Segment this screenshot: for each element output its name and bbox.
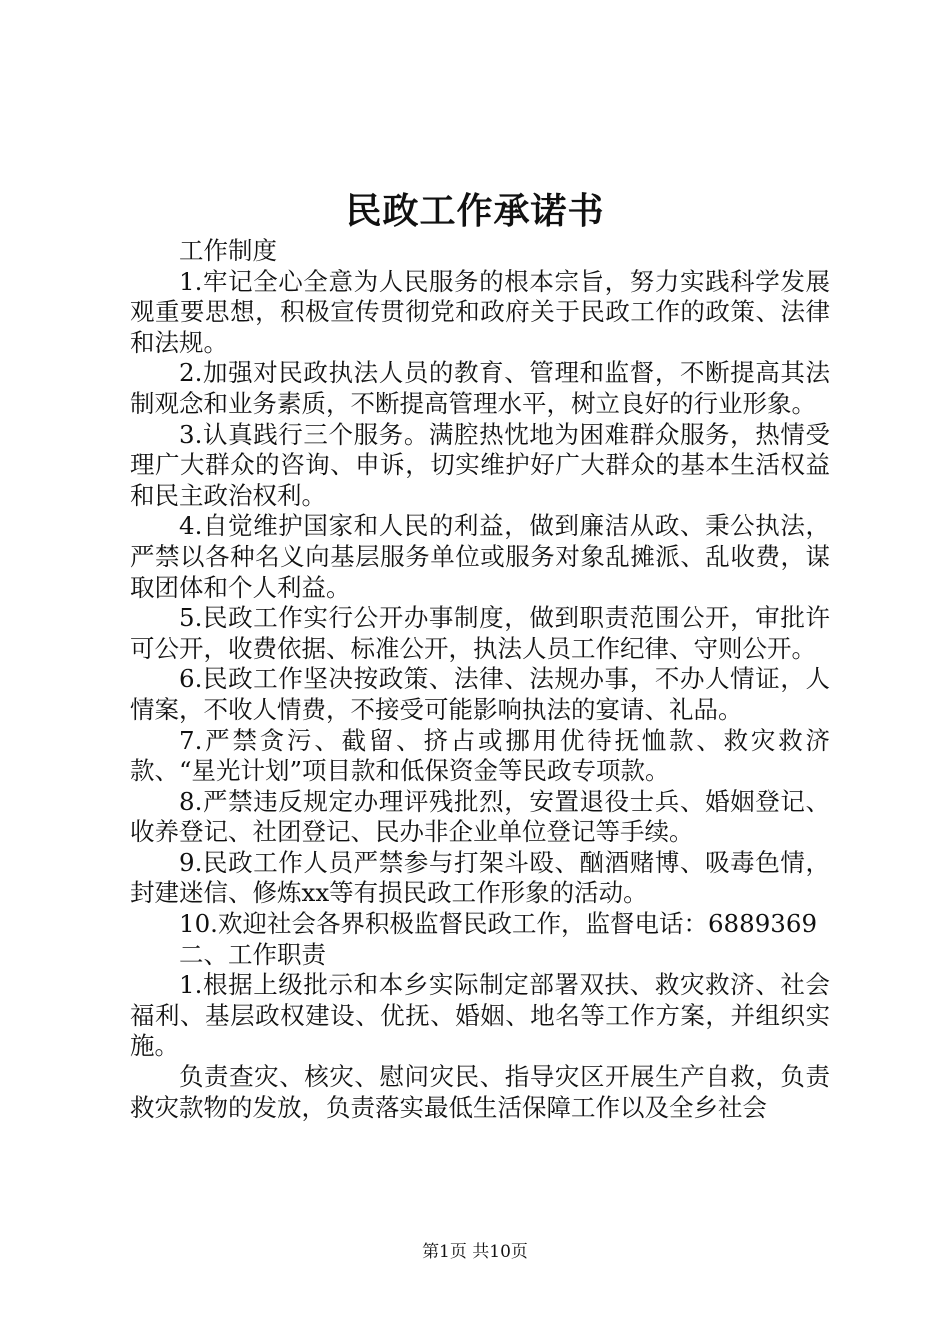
section-heading: 工作制度 — [179, 236, 277, 265]
paragraph: 1.根据上级批示和本乡实际制定部署双扶、救灾救济、社会福利、基层政权建设、优抚、婚姻、地名等工作方案，并组织实施。 — [130, 970, 830, 1061]
page-number: 第1页 共10页 — [422, 1242, 528, 1262]
paragraph: 2.加强对民政执法人员的教育、管理和监督，不断提高其法制观念和业务素质，不断提高管理水平，树立良好的行业形象。 — [130, 358, 830, 418]
document-title: 民政工作承诺书 — [345, 190, 605, 232]
paragraph: 10.欢迎社会各界积极监督民政工作，监督电话：6889369 — [179, 909, 818, 939]
paragraph: 9.民政工作人员严禁参与打架斗殴、酗酒赌博、吸毒色情，封建迷信、修炼xx等有损民政工作形象的活动。 — [130, 847, 830, 908]
paragraph: 4.自觉维护国家和人民的利益，做到廉洁从政、秉公执法，严禁以各种名义向基层服务单位或服务对象乱摊派、乱收费，谋取团体和个人利益。 — [130, 511, 830, 602]
document-body — [130, 236, 830, 1123]
paragraph: 负责查灾、核灾、慰问灾民、指导灾区开展生产自救，负责救灾款物的发放，负责落实最低生活保障工作以及全乡社会 — [130, 1062, 830, 1122]
paragraph: 7.严禁贪污、截留、挤占或挪用优待抚恤款、救灾救济款、“星光计划”项目款和低保资金等民政专项款。 — [130, 725, 830, 786]
paragraph: 6.民政工作坚决按政策、法律、法规办事，不办人情证，人情案，不收人情费，不接受可能影响执法的宴请、礼品。 — [130, 664, 830, 724]
paragraph: 1.牢记全心全意为人民服务的根本宗旨，努力实践科学发展观重要思想，积极宣传贯彻党和政府关于民政工作的政策、法律和法规。 — [130, 266, 830, 357]
paragraph: 3.认真践行三个服务。满腔热忱地为困难群众服务，热情受理广大群众的咨询、申诉，切实维护好广大群众的基本生活权益和民主政治权利。 — [130, 419, 830, 510]
paragraph: 5.民政工作实行公开办事制度，做到职责范围公开，审批许可公开，收费依据、标准公开，执法人员工作纪律、守则公开。 — [130, 603, 830, 663]
section-heading: 二、工作职责 — [179, 939, 326, 969]
paragraph: 8.严禁违反规定办理评残批烈，安置退役士兵、婚姻登记、收养登记、社团登记、民办非企业单位登记等手续。 — [130, 786, 830, 847]
